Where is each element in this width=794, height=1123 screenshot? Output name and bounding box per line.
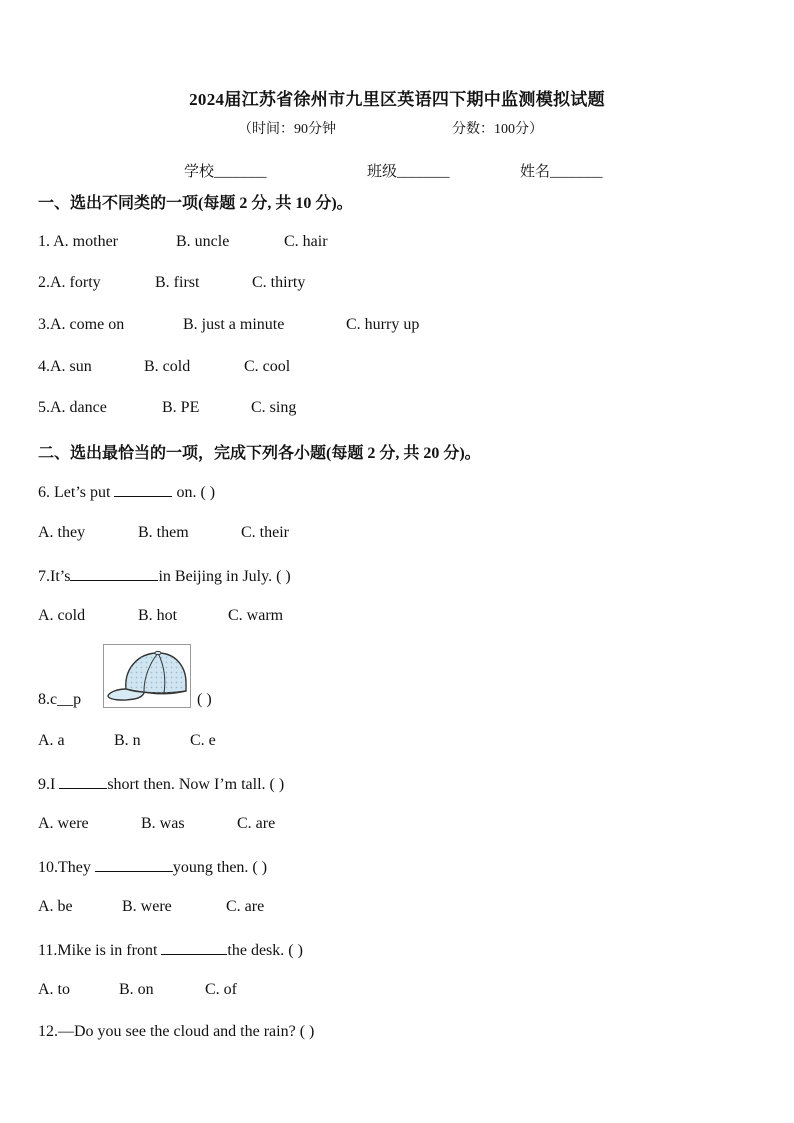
q7-option-a[interactable]: A. cold <box>38 607 86 624</box>
q8-option-a[interactable]: A. a <box>38 732 65 749</box>
question-11 <box>38 940 303 960</box>
baseball-cap-icon <box>104 645 190 707</box>
cap-picture <box>103 644 191 708</box>
q7-options <box>38 607 283 625</box>
q7-stem-end: in Beijing in July. ( ) <box>158 568 291 585</box>
exam-time: （时间：90分钟 <box>238 122 336 137</box>
q6-blank[interactable] <box>114 482 172 497</box>
q11-stem-end: the desk. ( ) <box>227 942 303 959</box>
question-6 <box>38 482 215 502</box>
class-field[interactable]: 班级_______ <box>367 164 450 180</box>
q9-options <box>38 815 275 833</box>
q2-option-a[interactable]: 2.A. forty <box>38 274 101 291</box>
q9-option-a[interactable]: A. were <box>38 815 89 832</box>
q6-option-b[interactable]: B. them <box>138 524 189 541</box>
q3-option-c[interactable]: C. hurry up <box>346 316 420 333</box>
question-7 <box>38 566 291 586</box>
q10-stem-end: young then. ( ) <box>172 859 268 876</box>
q4-option-c[interactable]: C. cool <box>244 358 291 375</box>
q1-option-c[interactable]: C. hair <box>284 233 328 250</box>
q10-option-b[interactable]: B. were <box>122 898 172 915</box>
question-4 <box>38 358 290 376</box>
question-9 <box>38 774 284 794</box>
q9-blank[interactable] <box>59 774 107 789</box>
q1-option-b[interactable]: B. uncle <box>176 233 230 250</box>
q1-option-a[interactable]: 1. A. mother <box>38 233 118 250</box>
q6-stem: 6. Let’s put <box>38 484 111 501</box>
q5-option-b[interactable]: B. PE <box>162 399 200 416</box>
question-10 <box>38 857 267 877</box>
q11-option-b[interactable]: B. on <box>119 981 154 998</box>
q11-options <box>38 981 237 999</box>
q9-option-b[interactable]: B. was <box>141 815 185 832</box>
q6-option-c[interactable]: C. their <box>241 524 289 541</box>
q7-stem: 7.It’s <box>38 568 71 585</box>
q11-option-c[interactable]: C. of <box>205 981 237 998</box>
page-title: 2024届江苏省徐州市九里区英语四下期中监测模拟试题 <box>189 90 605 109</box>
q3-option-a[interactable]: 3.A. come on <box>38 316 125 333</box>
q5-option-a[interactable]: 5.A. dance <box>38 399 107 416</box>
q11-option-a[interactable]: A. to <box>38 981 70 998</box>
q5-option-c[interactable]: C. sing <box>251 399 297 416</box>
q8-answer-paren[interactable]: ( ) <box>197 691 212 708</box>
q9-stem: 9.I <box>38 776 56 793</box>
question-8-stem: 8.c__p <box>38 691 82 708</box>
q4-option-b[interactable]: B. cold <box>144 358 191 375</box>
q10-option-c[interactable]: C. are <box>226 898 265 915</box>
question-12: 12.—Do you see the cloud and the rain? ( ) <box>38 1023 315 1040</box>
q8-option-c[interactable]: C. e <box>190 732 216 749</box>
q9-option-c[interactable]: C. are <box>237 815 276 832</box>
q10-stem: 10.They <box>38 859 91 876</box>
q2-option-b[interactable]: B. first <box>155 274 200 291</box>
q8-option-b[interactable]: B. n <box>114 732 141 749</box>
q6-options <box>38 524 289 542</box>
q9-stem-end: short then. Now I’m tall. ( ) <box>107 776 285 793</box>
q3-option-b[interactable]: B. just a minute <box>183 316 285 333</box>
exam-score: 分数：100分） <box>452 122 543 137</box>
q7-option-c[interactable]: C. warm <box>228 607 284 624</box>
section1-heading: 一、选出不同类的一项(每题 2 分, 共 10 分)。 <box>38 195 353 212</box>
question-3 <box>38 316 419 334</box>
q7-option-b[interactable]: B. hot <box>138 607 178 624</box>
q6-stem-end: on. ( ) <box>176 484 216 501</box>
q6-option-a[interactable]: A. they <box>38 524 86 541</box>
q11-blank[interactable] <box>161 940 227 955</box>
school-field[interactable]: 学校_______ <box>184 164 267 180</box>
question-2 <box>38 274 305 292</box>
q10-option-a[interactable]: A. be <box>38 898 73 915</box>
section2-heading: 二、选出最恰当的一项，完成下列各小题(每题 2 分, 共 20 分)。 <box>38 445 481 462</box>
q10-blank[interactable] <box>95 857 173 872</box>
q4-option-a[interactable]: 4.A. sun <box>38 358 92 375</box>
q8-options <box>38 732 216 750</box>
q2-option-c[interactable]: C. thirty <box>252 274 306 291</box>
q11-stem: 11.Mike is in front <box>38 942 158 959</box>
question-1 <box>38 233 328 251</box>
name-field[interactable]: 姓名_______ <box>520 164 603 180</box>
q10-options <box>38 898 264 916</box>
q7-blank[interactable] <box>70 566 158 581</box>
question-5 <box>38 399 296 417</box>
